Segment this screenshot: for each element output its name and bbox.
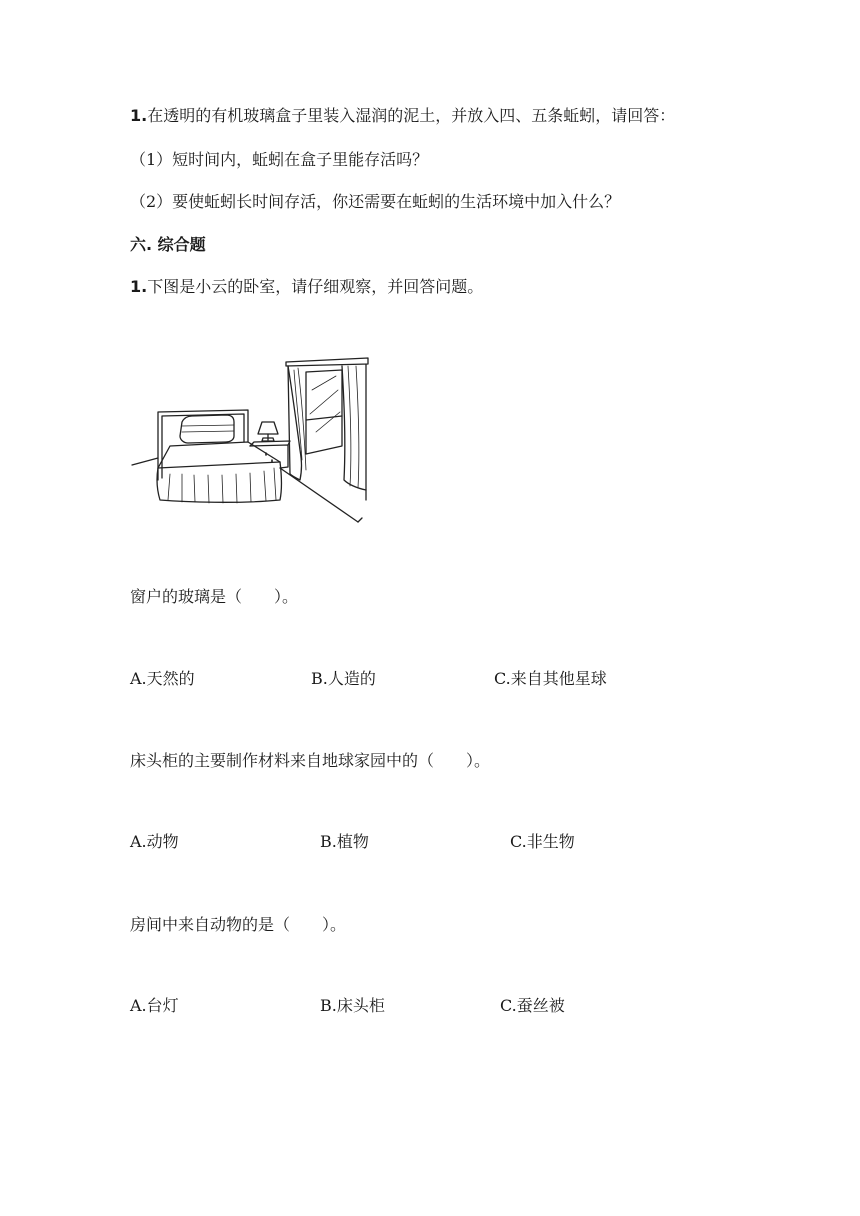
option-c: C.非生物 [510, 832, 575, 851]
option-a: A.台灯 [130, 996, 179, 1015]
question-stem: 下图是小云的卧室，请仔细观察，并回答问题。 [147, 277, 484, 296]
sub-question-stem: 窗户的玻璃是（ ）。 [130, 587, 299, 606]
section-title: 六. 综合题 [130, 235, 206, 254]
question-6-1 [130, 277, 483, 297]
question-5-1 [130, 106, 675, 126]
sub-question-stem: 床头柜的主要制作材料来自地球家园中的（ ）。 [130, 751, 491, 770]
option-b: B.植物 [320, 832, 369, 851]
question-stem: 在透明的有机玻璃盒子里装入湿润的泥土，并放入四、五条蚯蚓，请回答： [147, 106, 676, 125]
question-number: 1. [130, 106, 148, 125]
bedroom-illustration [130, 350, 375, 530]
option-b: B.床头柜 [320, 996, 385, 1015]
question-number: 1. [130, 277, 148, 296]
option-a: A.动物 [130, 832, 179, 851]
sub-question-1: （1）短时间内，蚯蚓在盒子里能存活吗？ [130, 150, 429, 169]
sub-question-stem: 房间中来自动物的是（ ）。 [130, 915, 347, 934]
option-b: B.人造的 [311, 669, 376, 688]
option-c: C.来自其他星球 [494, 669, 607, 688]
option-a: A.天然的 [130, 669, 195, 688]
sub-question-2: （2）要使蚯蚓长时间存活，你还需要在蚯蚓的生活环境中加入什么？ [130, 192, 621, 211]
option-c: C.蚕丝被 [500, 996, 565, 1015]
